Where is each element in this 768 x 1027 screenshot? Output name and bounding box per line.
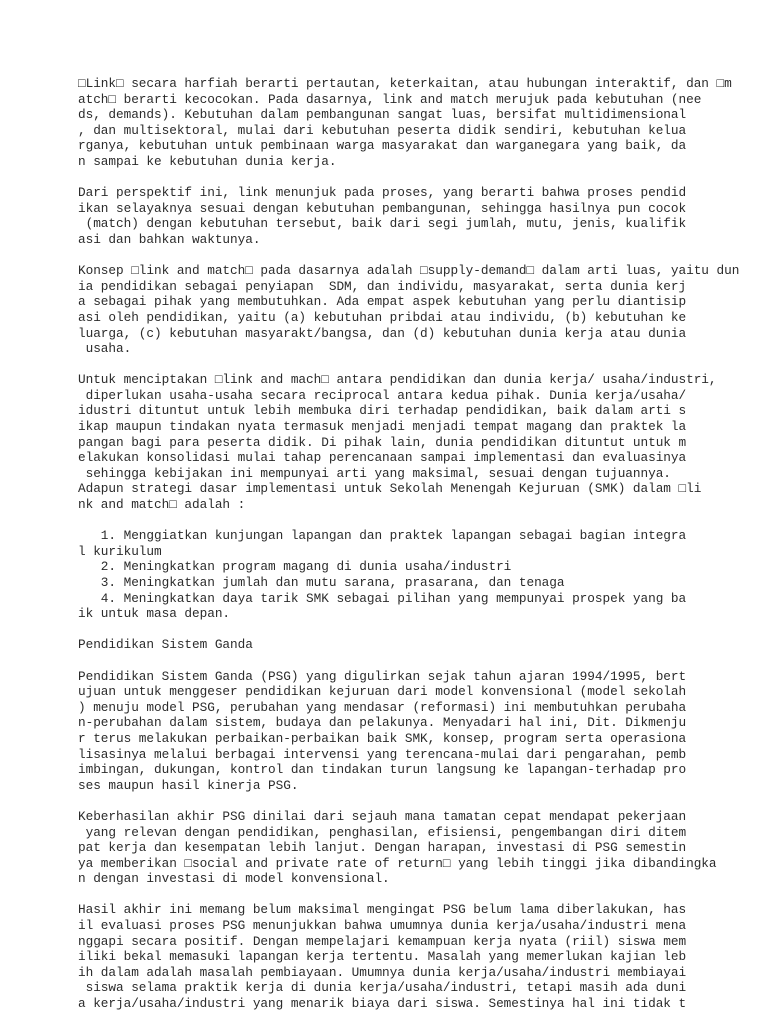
text-line: a kerja/usaha/industri yang menarik biaya dari siswa. Semestinya hal ini tidak t xyxy=(78,996,687,1012)
text-line: ya memberikan □social and private rate of return□ yang lebih tinggi jika dibandingka xyxy=(78,855,717,871)
text-line: n-perubahan dalam sistem, budaya dan pelakunya. Menyadari hal ini, Dit. Dikmenju xyxy=(78,715,687,731)
text-line: n dengan investasi di model konvensional. xyxy=(78,871,390,887)
text-line: Untuk menciptakan □link and mach□ antara pendidikan dan dunia kerja/ usaha/industri, xyxy=(78,372,717,388)
text-line: ses maupun hasil kinerja PSG. xyxy=(78,777,299,793)
section-heading-psg xyxy=(78,637,758,653)
paragraph-implementation-strategy xyxy=(78,372,758,512)
text-line: □Link□ secara harfiah berarti pertautan, keterkaitan, atau hubungan interaktif, dan □m xyxy=(78,76,732,91)
text-line: luarga, (c) kebutuhan masyarakt/bangsa, dan (d) kebutuhan dunia kerja atau dunia xyxy=(78,325,687,341)
text-line: r terus melakukan perbaikan-perbaikan baik SMK, konsep, program serta operasiona xyxy=(78,730,687,746)
text-line: il evaluasi proses PSG menunjukkan bahwa umumnya dunia kerja/usaha/industri mena xyxy=(78,918,687,934)
text-line: pangan bagi para peserta didik. Di pihak lain, dunia pendidikan dituntut untuk m xyxy=(78,434,687,450)
text-line: usaha. xyxy=(78,341,132,357)
text-line: a sebagai pihak yang membutuhkan. Ada empat aspek kebutuhan yang perlu diantisip xyxy=(78,294,687,310)
text-line: Adapun strategi dasar implementasi untuk Sekolah Menengah Kejuruan (SMK) dalam □li xyxy=(78,481,702,497)
paragraph-supply-demand xyxy=(78,263,758,357)
text-line: Pendidikan Sistem Ganda (PSG) yang digulirkan sejak tahun ajaran 1994/1995, bert xyxy=(78,668,687,684)
text-line: imbingan, dukungan, kontrol dan tindakan turun langsung ke lapangan-terhadap pro xyxy=(78,762,687,778)
text-line: nggapi secara positif. Dengan mempelajari kemampuan kerja nyata (riil) siswa mem xyxy=(78,933,687,949)
text-line: ih dalam adalah masalah pembiayaan. Umumnya dunia kerja/usaha/industri membiayai xyxy=(78,964,687,980)
text-line: diperlukan usaha-usaha secara reciprocal antara kedua pihak. Dunia kerja/usaha/ xyxy=(78,387,687,403)
text-line: rganya, kebutuhan untuk pembinaan warga masyarakat dan warganegara yang baik, da xyxy=(78,138,687,154)
text-line: nk and match□ adalah : xyxy=(78,497,246,513)
text-line: ujuan untuk menggeser pendidikan kejuruan dari model konvensional (model sekolah xyxy=(78,684,687,700)
numbered-list-strategies xyxy=(78,528,758,622)
text-line: , dan multisektoral, mulai dari kebutuhan peserta didik sendiri, kebutuhan kelua xyxy=(78,122,687,138)
paragraph-psg-evaluation xyxy=(78,902,758,1011)
text-line: ikap maupun tindakan nyata termasuk menjadi menjadi tempat magang dan praktek la xyxy=(78,419,687,435)
text-line: n sampai ke kebutuhan dunia kerja. xyxy=(78,153,337,169)
text-line: (match) dengan kebutuhan tersebut, baik dari segi jumlah, mutu, jenis, kualifik xyxy=(78,216,687,232)
text-line: lisasinya melalui berbagai intervensi yang terencana-mulai dari pengarahan, pemb xyxy=(78,746,687,762)
text-line: pat kerja dan kesempatan lebih lanjut. Dengan harapan, investasi di PSG semestin xyxy=(78,840,687,856)
text-line: Pendidikan Sistem Ganda xyxy=(78,637,253,653)
text-line: Hasil akhir ini memang belum maksimal mengingat PSG belum lama diberlakukan, has xyxy=(78,902,687,918)
text-line: siswa selama praktik kerja di dunia kerja/usaha/industri, tetapi masih ada duni xyxy=(78,980,687,996)
text-line: iliki bekal memasuki lapangan kerja tertentu. Masalah yang memerlukan kajian leb xyxy=(78,949,687,965)
text-line: sehingga kebijakan ini mempunyai arti yang maksimal, sesuai dengan tujuannya. xyxy=(78,465,671,481)
paragraph-psg-intro xyxy=(78,669,758,794)
paragraph-psg-success xyxy=(78,809,758,887)
text-line: idustri dituntut untuk lebih membuka diri terhadap pendidikan, baik dalam arti s xyxy=(78,403,687,419)
text-line: ia pendidikan sebagai penyiapan SDM, dan individu, masyarakat, serta dunia kerj xyxy=(78,278,687,294)
text-line: Konsep □link and match□ pada dasarnya adalah □supply-demand□ dalam arti luas, yaitu dun xyxy=(78,263,740,279)
text-line: Keberhasilan akhir PSG dinilai dari sejauh mana tamatan cepat mendapat pekerjaan xyxy=(78,808,687,824)
text-line: 2. Meningkatkan program magang di dunia usaha/industri xyxy=(78,559,512,575)
text-line: yang relevan dengan pendidikan, penghasilan, efisiensi, pengembangan diri ditem xyxy=(78,824,687,840)
text-line: 4. Meningkatkan daya tarik SMK sebagai pilihan yang mempunyai prospek yang ba xyxy=(78,590,687,606)
text-line: 1. Menggiatkan kunjungan lapangan dan praktek lapangan sebagai bagian integra xyxy=(78,528,687,544)
text-line: 3. Meningkatkan jumlah dan mutu sarana, prasarana, dan tenaga xyxy=(78,575,565,590)
text-line: atch□ berarti kecocokan. Pada dasarnya, link and match merujuk pada kebutuhan (nee xyxy=(78,91,702,107)
paragraph-link-and-match-definition xyxy=(78,76,758,170)
text-line: elakukan konsolidasi mulai tahap perencanaan sampai implementasi dan evaluasinya xyxy=(78,450,687,466)
text-line: asi oleh pendidikan, yaitu (a) kebutuhan pribdai atau individu, (b) kebutuhan ke xyxy=(78,309,687,325)
text-line: ) menuju model PSG, perubahan yang mendasar (reformasi) ini membutuhkan perubaha xyxy=(78,699,687,715)
text-line: l kurikulum xyxy=(78,543,162,559)
text-line: Dari perspektif ini, link menunjuk pada proses, yang berarti bahwa proses pendid xyxy=(78,185,687,201)
text-line: ds, demands). Kebutuhan dalam pembangunan sangat luas, bersifat multidimensional xyxy=(78,107,687,123)
text-line: ikan selayaknya sesuai dengan kebutuhan pembangunan, sehingga hasilnya pun cocok xyxy=(78,200,687,216)
paragraph-perspective xyxy=(78,185,758,247)
text-line: asi dan bahkan waktunya. xyxy=(78,231,261,247)
document-text xyxy=(78,76,758,1027)
text-line: ik untuk masa depan. xyxy=(78,606,231,622)
